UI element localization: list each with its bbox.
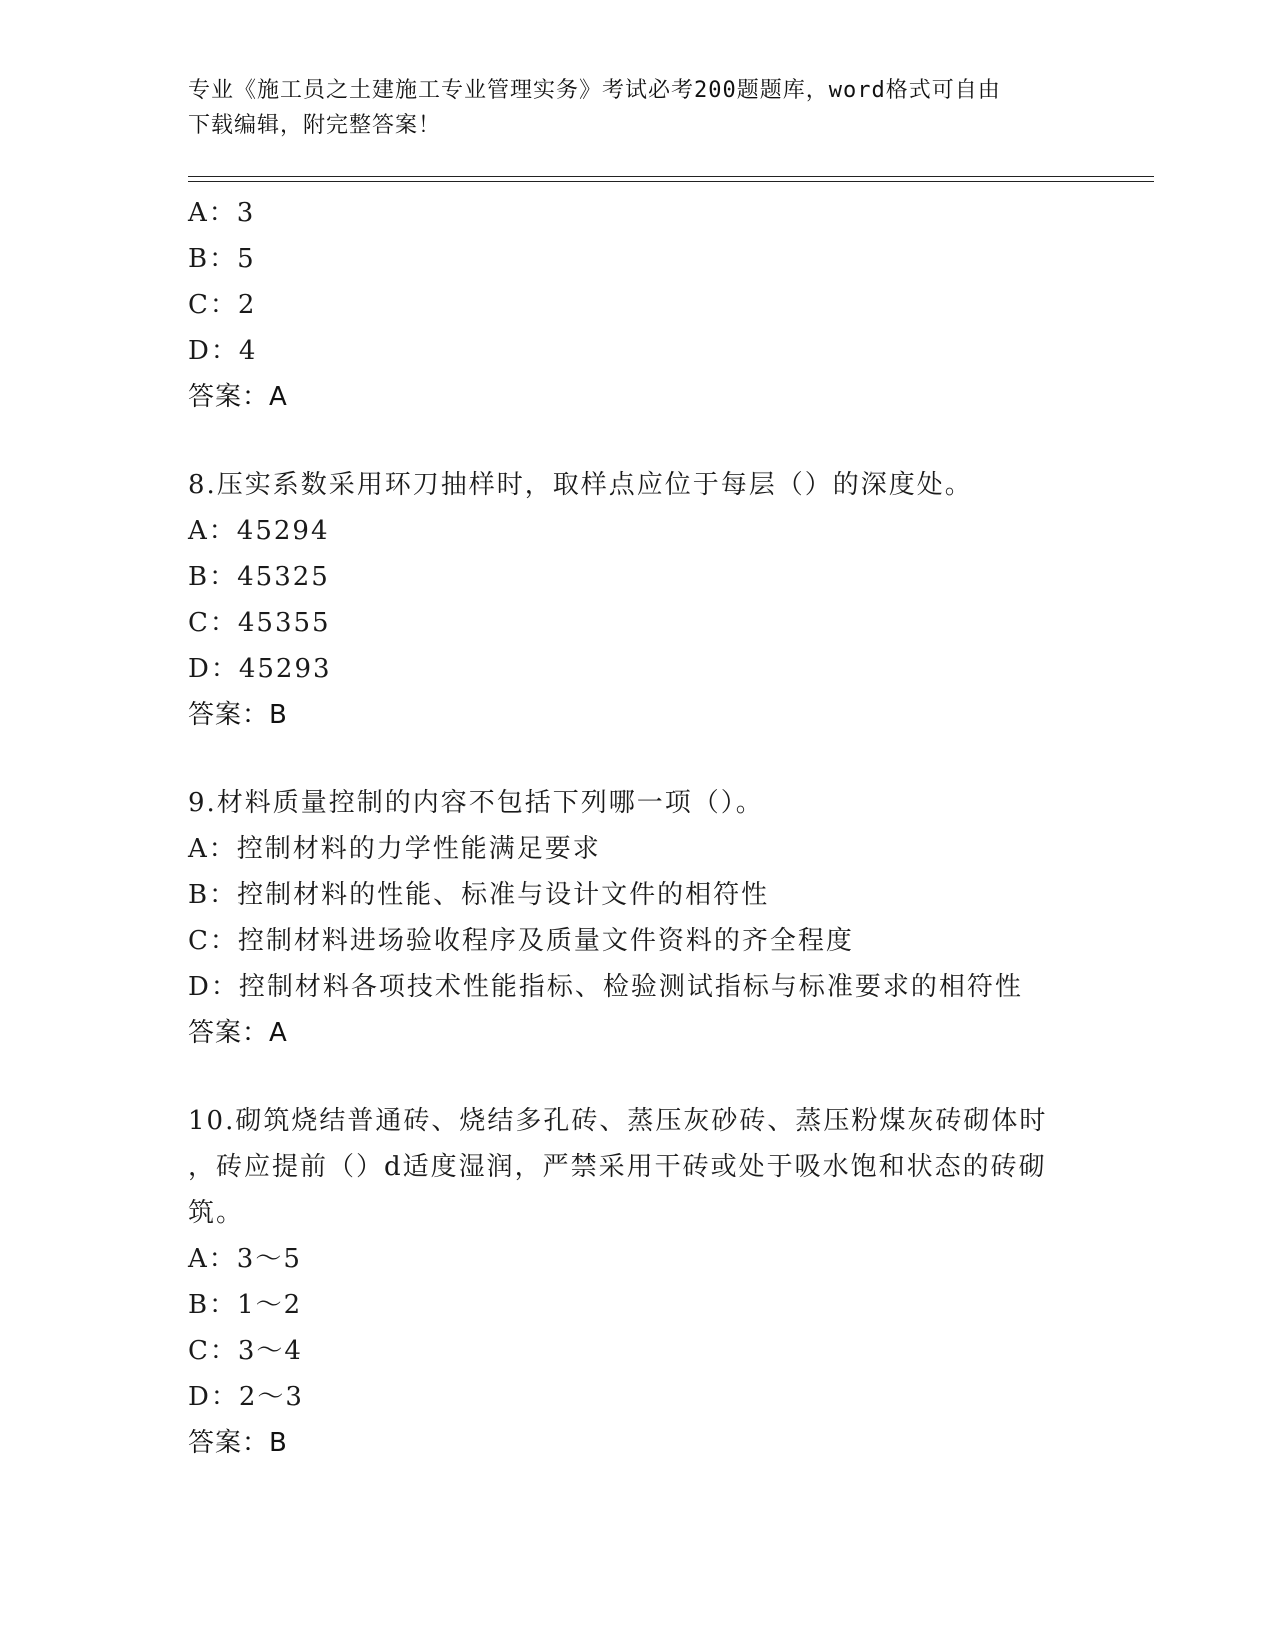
option-d: D：4 <box>188 336 258 366</box>
option-b: B：45325 <box>188 562 330 592</box>
question-9 <box>188 780 1088 1056</box>
question-8 <box>188 462 1088 738</box>
question-stem: 9.材料质量控制的内容不包括下列哪一项（）。 <box>188 788 764 818</box>
option-a: A：控制材料的力学性能满足要求 <box>188 834 601 864</box>
option-a: A：3～5 <box>188 1244 302 1274</box>
spacer <box>188 738 1088 780</box>
answer-line: 答案：B <box>188 1428 288 1458</box>
answer-line: 答案：A <box>188 382 288 412</box>
question-stem: 8.压实系数采用环刀抽样时，取样点应位于每层（）的深度处。 <box>188 470 973 500</box>
answer-line: 答案：A <box>188 1018 288 1048</box>
option-d: D：45293 <box>188 654 332 684</box>
spacer <box>188 1056 1088 1098</box>
option-b: B：控制材料的性能、标准与设计文件的相符性 <box>188 880 770 910</box>
question-stem-line-1: 10.砌筑烧结普通砖、烧结多孔砖、蒸压灰砂砖、蒸压粉煤灰砖砌体时 <box>188 1106 1048 1136</box>
question-7 <box>188 190 1088 420</box>
spacer <box>188 420 1088 462</box>
option-b: B：5 <box>188 244 256 274</box>
header-line-2: 下载编辑，附完整答案！ <box>188 113 442 138</box>
question-list <box>188 190 1088 1466</box>
question-10 <box>188 1098 1088 1466</box>
question-stem-line-3: 筑。 <box>188 1198 245 1228</box>
document-header <box>188 73 1088 143</box>
answer-line: 答案：B <box>188 700 288 730</box>
option-c: C：控制材料进场验收程序及质量文件资料的齐全程度 <box>188 926 854 956</box>
option-b: B：1～2 <box>188 1290 303 1320</box>
header-divider-top <box>188 176 1154 177</box>
option-d: D：2～3 <box>188 1382 304 1412</box>
option-c: C：3～4 <box>188 1336 303 1366</box>
option-c: C：45355 <box>188 608 331 638</box>
option-c: C：2 <box>188 290 257 320</box>
option-a: A：45294 <box>188 516 330 546</box>
option-a: A：3 <box>188 198 256 228</box>
header-divider-bottom <box>188 181 1154 182</box>
question-stem-line-2: ，砖应提前（）d适度湿润，严禁采用干砖或处于吸水饱和状态的砖砌 <box>188 1152 1047 1182</box>
option-d: D：控制材料各项技术性能指标、检验测试指标与标准要求的相符性 <box>188 972 1023 1002</box>
header-line-1: 专业《施工员之土建施工专业管理实务》考试必考200题题库，word格式可自由 <box>188 78 1001 103</box>
